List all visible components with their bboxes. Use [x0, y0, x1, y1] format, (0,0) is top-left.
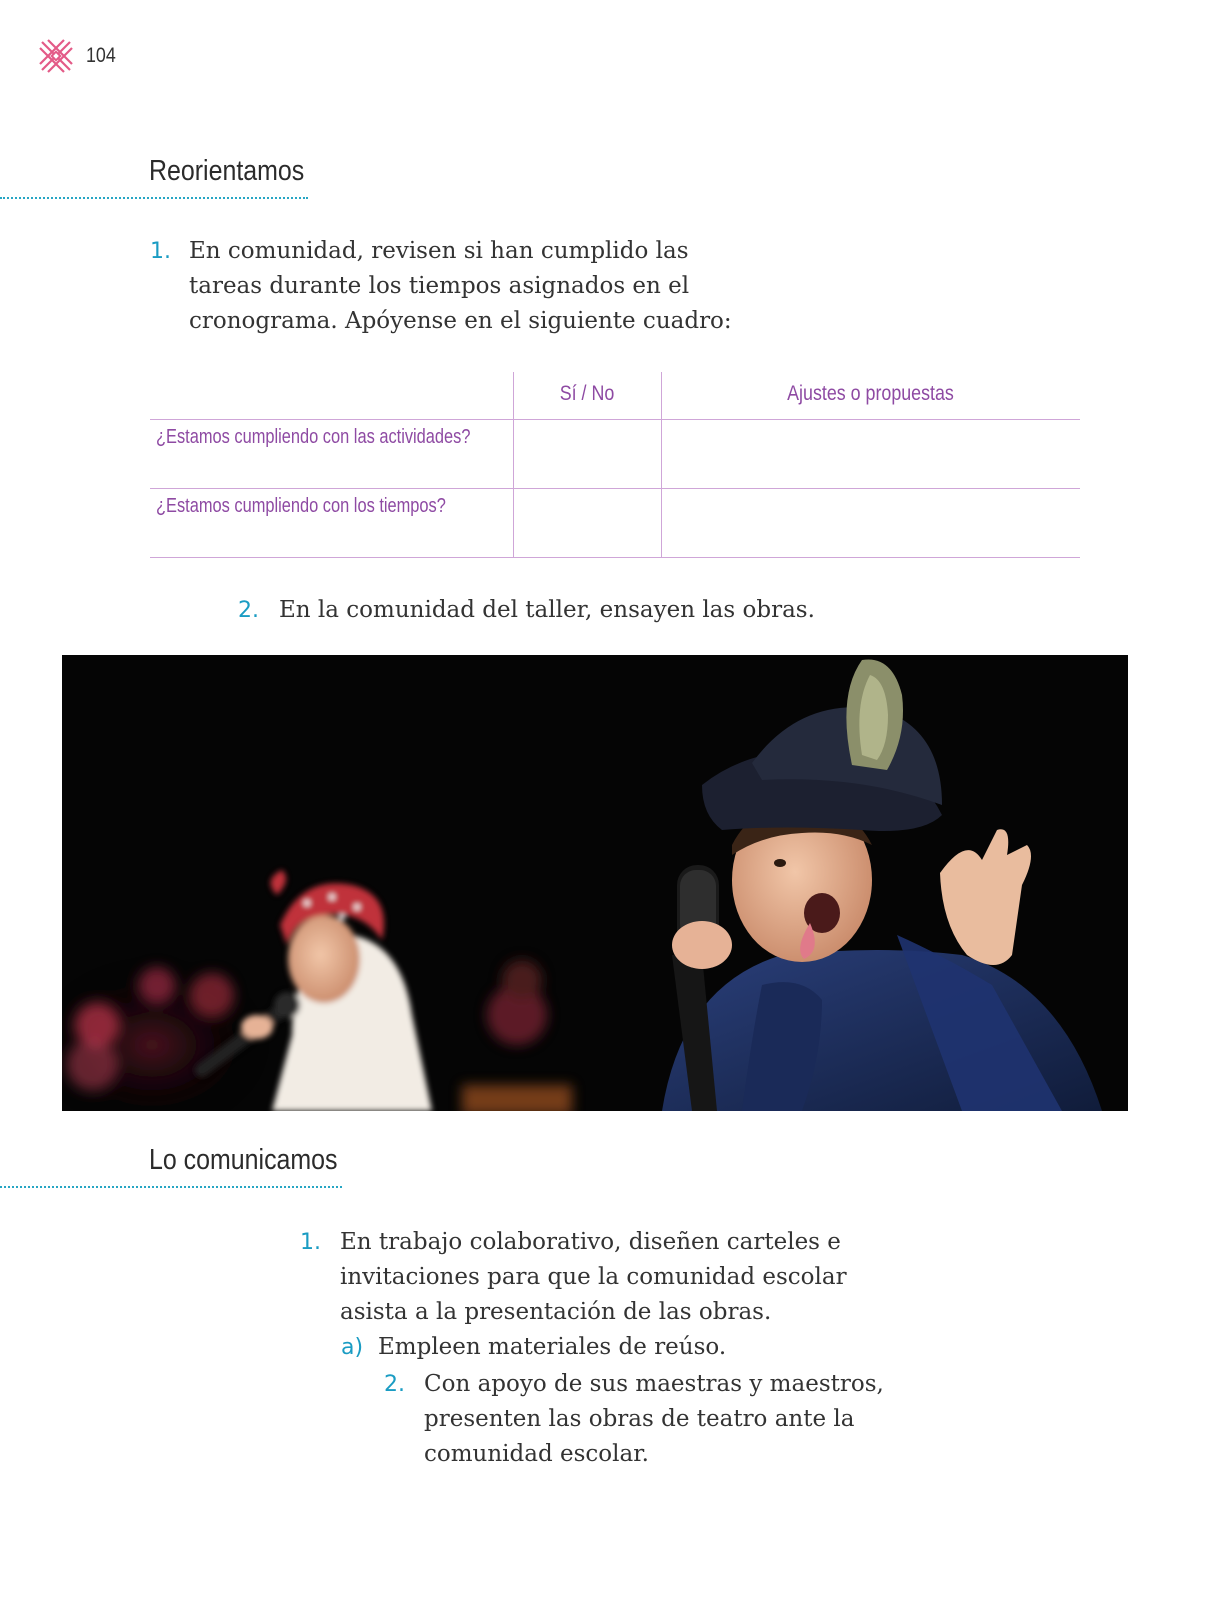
table-divider — [150, 488, 1080, 489]
item-line: tareas durante los tiempos asignados en el — [189, 273, 690, 299]
page-number: 104 — [86, 44, 116, 67]
table-row-question: ¿Estamos cumpliendo con las actividades? — [156, 426, 471, 448]
progress-check-table — [150, 372, 1080, 558]
item-line: cronograma. Apóyense en el siguiente cuadro: — [189, 308, 732, 334]
table-divider — [661, 372, 662, 558]
stage-photo — [62, 655, 1128, 1111]
item-line: Con apoyo de sus maestras y maestros, — [424, 1371, 884, 1397]
reorientamos-item-1 — [150, 234, 850, 339]
reorientamos-item-2 — [238, 593, 1038, 628]
item-line: En trabajo colaborativo, diseñen carteles e — [340, 1229, 841, 1255]
comunicamos-item-2 — [384, 1367, 984, 1472]
item-line: presenten las obras de teatro ante la — [424, 1406, 855, 1432]
section-rule-reorientamos — [0, 197, 308, 199]
item-line: invitaciones para que la comunidad escolar — [340, 1264, 847, 1290]
item-number: 2. — [384, 1372, 405, 1397]
table-header-si-no: Sí / No — [559, 382, 615, 405]
table-divider — [513, 372, 514, 558]
item-line: asista a la presentación de las obras. — [340, 1299, 772, 1325]
table-divider — [150, 557, 1080, 558]
comunicamos-item-1 — [300, 1225, 940, 1330]
item-number: 1. — [150, 239, 171, 264]
table-row-question: ¿Estamos cumpliendo con los tiempos? — [156, 495, 446, 517]
page-header — [38, 38, 121, 74]
comunicamos-subitem-a — [341, 1330, 941, 1365]
table-divider — [150, 419, 1080, 420]
item-number: 1. — [300, 1230, 321, 1255]
item-line: comunidad escolar. — [424, 1441, 649, 1467]
item-line: Empleen materiales de reúso. — [378, 1334, 727, 1360]
item-line: En la comunidad del taller, ensayen las obras. — [279, 597, 815, 623]
section-rule-lo-comunicamos — [0, 1186, 342, 1188]
table-header-ajustes: Ajustes o propuestas — [787, 382, 954, 405]
item-number: 2. — [238, 598, 259, 623]
item-line: En comunidad, revisen si han cumplido las — [189, 238, 689, 264]
item-letter: a) — [341, 1335, 364, 1360]
section-title-reorientamos: Reorientamos — [149, 155, 305, 187]
section-title-lo-comunicamos: Lo comunicamos — [149, 1144, 338, 1176]
cross-weave-logo-icon — [38, 38, 74, 74]
